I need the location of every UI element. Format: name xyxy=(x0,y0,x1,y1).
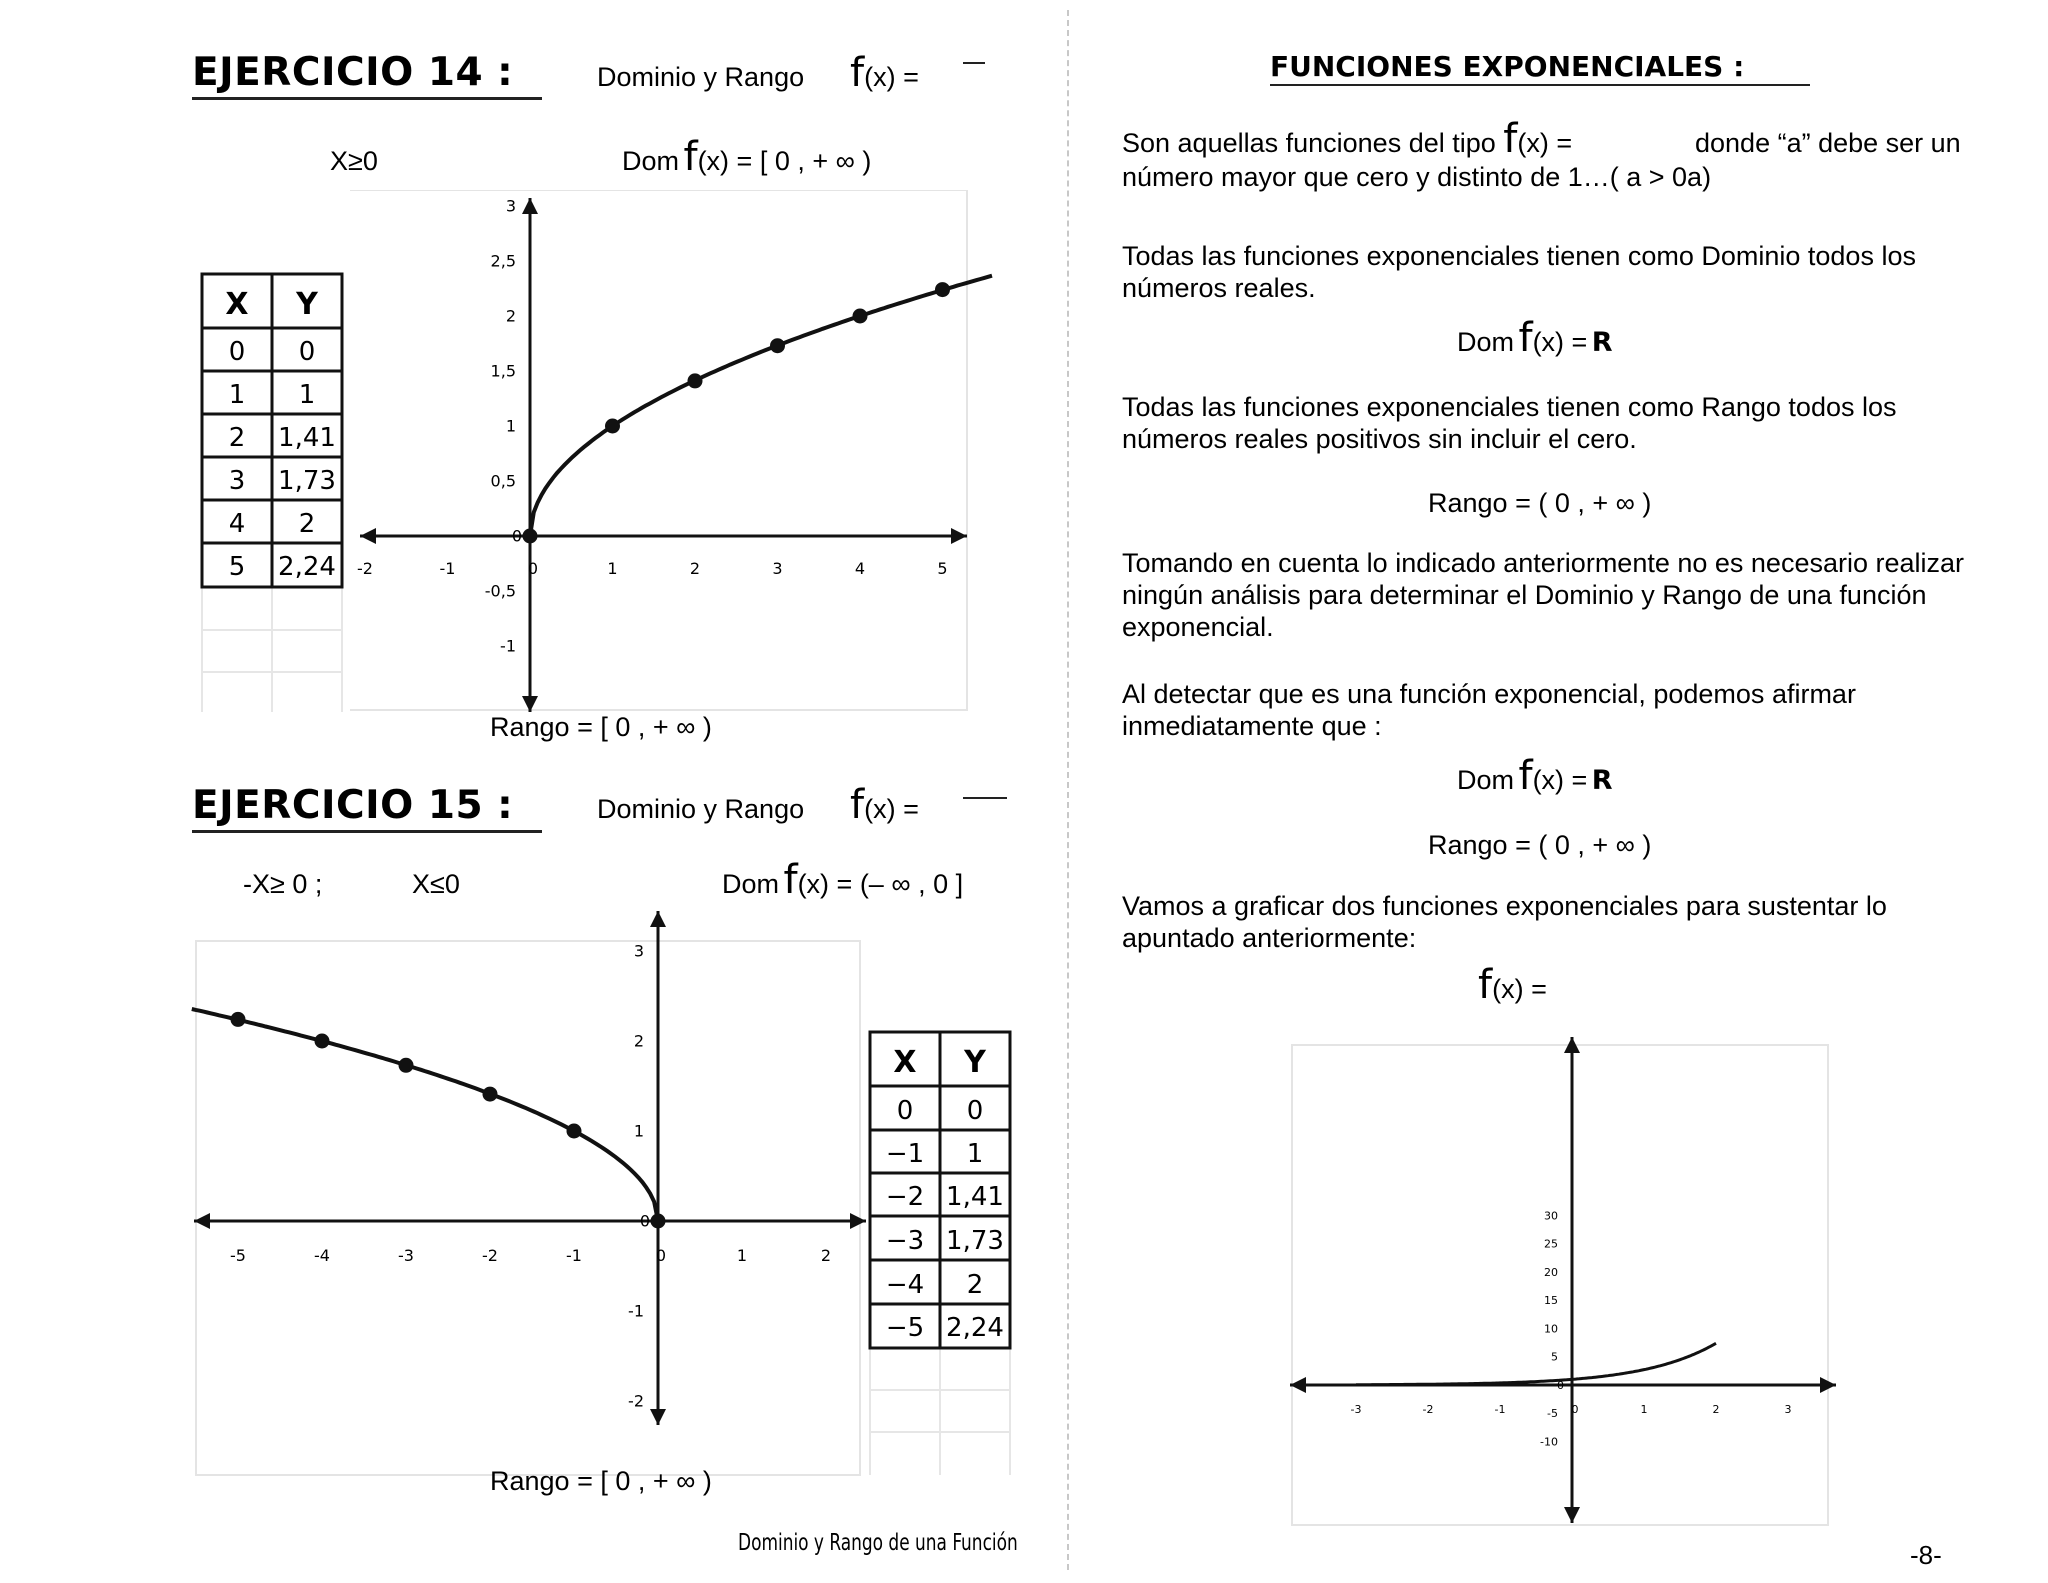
table-cell: 0 xyxy=(896,1096,914,1126)
table-cell: −4 xyxy=(885,1270,925,1300)
y-tick-label: 30 xyxy=(1544,1209,1558,1223)
y-tick-label: 5 xyxy=(1551,1350,1558,1364)
ex14-title-underline xyxy=(192,97,542,100)
x-tick-label: 2 xyxy=(820,1246,832,1265)
y-axis-arrow-up xyxy=(650,911,666,927)
x-tick-label: 0 xyxy=(1571,1403,1579,1416)
ex14-chart xyxy=(350,190,1020,720)
table-cell: 0 xyxy=(228,337,246,367)
data-point xyxy=(688,373,703,388)
sqrt-neg-curve xyxy=(192,1009,658,1221)
table-cell: 1 xyxy=(966,1139,984,1169)
x-tick-label: 0 xyxy=(527,559,539,578)
grid-frame xyxy=(1292,1045,1828,1525)
table-cell: 2 xyxy=(298,509,316,539)
y-tick-label: -5 xyxy=(1547,1407,1558,1421)
x-tick-label: -1 xyxy=(439,559,456,578)
x-tick-label: 2 xyxy=(1712,1403,1720,1416)
data-point xyxy=(231,1012,246,1027)
data-point xyxy=(483,1087,498,1102)
ex14-value-table xyxy=(190,262,350,722)
x-tick-label: -2 xyxy=(1422,1403,1434,1416)
x-tick-label: -5 xyxy=(230,1246,246,1265)
table-cell: 2,24 xyxy=(946,1313,1004,1343)
sqrt-curve xyxy=(530,276,992,536)
data-point xyxy=(567,1124,582,1139)
exp-curve xyxy=(1356,1343,1716,1384)
x-tick-label: 1 xyxy=(1640,1403,1648,1416)
right-p4: Tomando en cuenta lo indicado anteriormente no es necesario realizar ningún análisis para determinar el Dominio y Rango de una función exponencial. xyxy=(1122,548,1965,642)
ex15-range: Rango = [ 0 , + ∞ ) xyxy=(490,1466,712,1496)
right-rango-2: Rango = ( 0 , + ∞ ) xyxy=(1428,830,1652,860)
ex15-fraction-bar xyxy=(963,797,1007,799)
ex15-table-header-y: Y xyxy=(964,1045,986,1080)
x-tick-label: 0 xyxy=(655,1246,667,1265)
x-axis-arrow-left xyxy=(360,528,376,544)
y-tick-label: 1 xyxy=(505,416,516,436)
grid-frame xyxy=(196,941,860,1475)
table-cell: −2 xyxy=(885,1182,925,1212)
y-axis-arrow-up xyxy=(522,198,538,214)
y-tick-label: 20 xyxy=(1544,1265,1558,1279)
data-point xyxy=(770,338,785,353)
y-tick-label: 1,5 xyxy=(490,361,516,381)
right-p1-line1-end: donde “a” debe ser un xyxy=(1695,128,1961,158)
x-tick-label: 1 xyxy=(607,559,618,578)
right-p1-line1: Son aquellas funciones del tipo f(x) = xyxy=(1122,116,1573,162)
x-tick-label: -4 xyxy=(314,1246,330,1265)
table-cell: 3 xyxy=(228,466,246,496)
page-number: -8- xyxy=(1910,1540,1942,1570)
x-tick-label: 1 xyxy=(736,1246,748,1265)
ex14-fx: f(x) = xyxy=(850,50,919,96)
y-tick-label: 0 xyxy=(639,1211,650,1231)
table-cell: 0 xyxy=(966,1096,984,1126)
y-tick-label: 2,5 xyxy=(490,251,516,271)
table-cell: 4 xyxy=(228,509,246,539)
right-dom-1: Dom f(x) = R xyxy=(1457,315,1613,361)
y-tick-label: -0,5 xyxy=(484,581,516,601)
ex14-fraction-bar xyxy=(963,62,985,64)
y-axis-arrow-down xyxy=(1564,1507,1580,1523)
ex14-table-header-y: Y xyxy=(296,287,318,322)
ex14-table-header-x: X xyxy=(225,287,249,322)
right-p2: Todas las funciones exponenciales tienen como Dominio todos los números reales. xyxy=(1122,241,1916,303)
x-tick-label: 4 xyxy=(854,559,866,578)
y-tick-label: -1 xyxy=(628,1301,644,1321)
grid-frame xyxy=(350,190,967,710)
x-axis-arrow-right xyxy=(951,528,967,544)
ex15-title-underline xyxy=(192,830,542,833)
x-tick-label: -2 xyxy=(482,1246,498,1265)
y-tick-label: 15 xyxy=(1544,1294,1558,1308)
right-rango-1: Rango = ( 0 , + ∞ ) xyxy=(1428,488,1652,518)
ex15-value-table xyxy=(858,1020,1028,1480)
x-tick-label: -3 xyxy=(1350,1403,1362,1416)
y-tick-label: -10 xyxy=(1540,1435,1558,1449)
data-point xyxy=(605,419,620,434)
ex15-condition-2: X≤0 xyxy=(412,869,460,899)
table-cell: 0 xyxy=(298,337,316,367)
y-tick-label: -1 xyxy=(500,636,516,656)
y-tick-label: 0,5 xyxy=(490,471,516,491)
y-tick-label: 3 xyxy=(505,196,516,216)
page-divider xyxy=(1067,10,1069,1570)
ex15-domain: Dom f(x) = (– ∞ , 0 ] xyxy=(722,857,964,903)
ex15-table-header-x: X xyxy=(893,1045,917,1080)
ex14-condition: X≥0 xyxy=(330,146,378,176)
table-cell: 1 xyxy=(298,380,316,410)
x-tick-label: -3 xyxy=(398,1246,414,1265)
right-fx: f(x) = xyxy=(1478,962,1547,1008)
ex15-subtitle: Dominio y Rango xyxy=(597,794,805,824)
table-cell: 5 xyxy=(228,552,246,582)
data-point xyxy=(399,1058,414,1073)
table-cell: −5 xyxy=(885,1313,925,1343)
table-cell: −3 xyxy=(885,1226,925,1256)
y-tick-label: 2 xyxy=(633,1031,644,1051)
data-point xyxy=(523,529,538,544)
ex15-fx: f(x) = xyxy=(850,782,919,828)
table-cell: 1,41 xyxy=(946,1182,1004,1212)
table-cell: 2 xyxy=(966,1270,984,1300)
right-title-underline xyxy=(1270,84,1810,86)
right-title: FUNCIONES EXPONENCIALES : xyxy=(1270,50,1745,83)
table-cell: 1,73 xyxy=(278,466,336,496)
right-p5: Al detectar que es una función exponencial, podemos afirmar inmediatamente que : xyxy=(1122,679,1856,741)
x-tick-label: 3 xyxy=(772,559,783,578)
x-tick-label: 2 xyxy=(689,559,701,578)
y-tick-label: 3 xyxy=(633,941,644,961)
y-axis-arrow-down xyxy=(650,1409,666,1425)
y-tick-label: 1 xyxy=(633,1121,644,1141)
ex14-domain: Dom f(x) = [ 0 , + ∞ ) xyxy=(622,134,872,180)
footer-title: Dominio y Rango de una Función xyxy=(738,1530,1018,1556)
x-tick-label: 3 xyxy=(1784,1403,1792,1416)
y-tick-label: 2 xyxy=(505,306,516,326)
table-cell: 1,73 xyxy=(946,1226,1004,1256)
y-tick-label: 10 xyxy=(1544,1322,1558,1336)
right-dom-2: Dom f(x) = R xyxy=(1457,753,1613,799)
x-tick-label: -2 xyxy=(357,559,373,578)
x-tick-label: 5 xyxy=(937,559,948,578)
table-cell: 1,41 xyxy=(278,423,336,453)
table-cell: 2 xyxy=(228,423,246,453)
y-tick-label: 25 xyxy=(1544,1237,1558,1251)
y-tick-label: -2 xyxy=(628,1391,644,1411)
data-point xyxy=(315,1034,330,1049)
x-tick-label: -1 xyxy=(1494,1403,1506,1416)
table-cell: −1 xyxy=(885,1139,925,1169)
x-tick-label: -1 xyxy=(566,1246,582,1265)
data-point xyxy=(853,309,868,324)
y-tick-label: 0 xyxy=(511,526,522,546)
ex14-subtitle: Dominio y Rango xyxy=(597,62,805,92)
right-p3: Todas las funciones exponenciales tienen como Rango todos los números reales positivos sin incluir el cero. xyxy=(1122,392,1897,454)
ex15-title: EJERCICIO 15 : xyxy=(192,783,514,828)
ex14-range: Rango = [ 0 , + ∞ ) xyxy=(490,712,712,742)
right-p6: Vamos a graficar dos funciones exponenciales para sustentar lo apuntado anteriormente: xyxy=(1122,891,1887,953)
table-cell: 2,24 xyxy=(278,552,336,582)
ex14-title: EJERCICIO 14 : xyxy=(192,50,514,95)
data-point xyxy=(651,1214,666,1229)
ex15-condition-1: -X≥ 0 ; xyxy=(243,869,323,899)
table-cell: 1 xyxy=(228,380,246,410)
right-p1-line2: número mayor que cero y distinto de 1…( a > 0a) xyxy=(1122,162,1712,192)
y-tick-label: 0 xyxy=(1557,1378,1564,1392)
exp-chart xyxy=(1280,1025,1850,1530)
ex15-chart xyxy=(190,905,870,1485)
data-point xyxy=(935,282,950,297)
